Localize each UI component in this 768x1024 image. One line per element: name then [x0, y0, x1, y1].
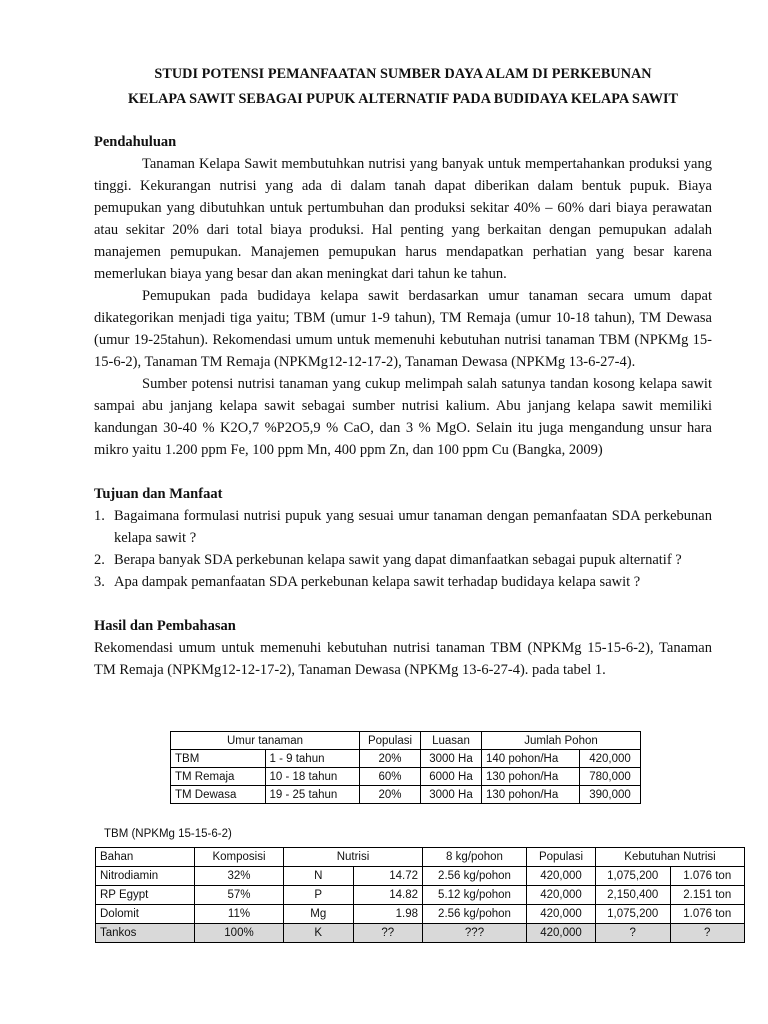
document-title	[94, 62, 712, 112]
paragraph-pendahuluan-3: Sumber potensi nutrisi tanaman yang cukup melimpah salah satunya tandan kosong kelapa sawit sampai abu janjang kelapa sawit sebagai sumber nutrisi kalium. Abu janjang kelapa sawit memiliki kandungan 30-40 % K2O,7 %P2O5,9 % CaO, dan 3 % MgO. Selain itu juga mengandung unsur hara mikro yaitu 1.200 ppm Fe, 100 ppm Mn, 400 ppm Zn, dan 100 ppm Cu (Bangka, 2009)	[94, 376, 712, 458]
table-row: TM Remaja 10 - 18 tahun 60% 6000 Ha 130 pohon/Ha 780,000	[171, 768, 641, 786]
table-row: Dolomit 11% Mg 1.98 2.56 kg/pohon 420,000 1,075,200 1.076 ton	[96, 905, 745, 924]
table-row: RP Egypt 57% P 14.82 5.12 kg/pohon 420,000 2,150,400 2.151 ton	[96, 886, 745, 905]
heading-hasil: Hasil dan Pembahasan	[94, 618, 236, 634]
table-row: TBM 1 - 9 tahun 20% 3000 Ha 140 pohon/Ha 420,000	[171, 750, 641, 768]
paragraph-pendahuluan-2: Pemupukan pada budidaya kelapa sawit berdasarkan umur tanaman secara umum dapat dikategorikan menjadi tiga yaitu; TBM (umur 1-9 tahun), TM Remaja (umur 10-18 tahun), TM Dewasa (umur 19-25tahun). Rekomendasi umum untuk memenuhi kebutuhan nutrisi tanaman TBM (NPKMg 15-15-6-2), Tanaman TM Remaja (NPKMg12-12-17-2), Tanaman Dewasa (NPKMg 13-6-27-4).	[94, 288, 712, 370]
document-page	[94, 62, 712, 681]
table-caption-tbm: TBM (NPKMg 15-15-6-2)	[104, 828, 232, 840]
table-header-row: Umur tanaman Populasi Luasan Jumlah Pohon	[171, 732, 641, 750]
section-tujuan	[94, 483, 712, 593]
table-header-row: Bahan Komposisi Nutrisi 8 kg/pohon Populasi Kebutuhan Nutrisi	[96, 848, 745, 867]
table-row: Nitrodiamin 32% N 14.72 2.56 kg/pohon 420,000 1,075,200 1.076 ton	[96, 867, 745, 886]
section-pendahuluan	[94, 131, 712, 461]
table-row: Tankos 100% K ?? ??? 420,000 ? ?	[96, 924, 745, 943]
heading-pendahuluan: Pendahuluan	[94, 134, 177, 150]
title-line-1: STUDI POTENSI PEMANFAATAN SUMBER DAYA ALAM DI PERKEBUNAN	[154, 66, 652, 82]
table-umur-tanaman	[170, 731, 641, 804]
list-item: 1. Bagaimana formulasi nutrisi pupuk yang sesuai umur tanaman dengan pemanfaatan SDA perkebunan kelapa sawit ?	[94, 508, 712, 546]
list-item: 3. Apa dampak pemanfaatan SDA perkebunan kelapa sawit terhadap budidaya kelapa sawit ?	[94, 574, 641, 590]
title-line-2: KELAPA SAWIT SEBAGAI PUPUK ALTERNATIF PADA BUDIDAYA KELAPA SAWIT	[127, 91, 679, 107]
paragraph-pendahuluan-1: Tanaman Kelapa Sawit membutuhkan nutrisi yang banyak untuk mempertahankan produksi yang tinggi. Kekurangan nutrisi yang ada di dalam tanah dapat diberikan dalam bentuk pupuk. Biaya pemupukan yang dibutuhkan untuk pertumbuhan dan produksi sekitar 40% – 60% dari biaya perawatan atau sekitar 20% dari total biaya produksi. Hal penting yang berkaitan dengan pemupukan adalah manajemen pemupukan. Manajemen pemupukan harus mendapatkan perhatian yang besar karena memerlukan biaya yang besar dan akan meningkat dari tahun ke tahun.	[94, 156, 712, 282]
table-tbm-npkmg	[95, 847, 745, 943]
paragraph-hasil-1: Rekomendasi umum untuk memenuhi kebutuhan nutrisi tanaman TBM (NPKMg 15-15-6-2), Tanaman TM Remaja (NPKMg12-12-17-2), Tanaman Dewasa (NPKMg 13-6-27-4). pada tabel 1.	[94, 640, 712, 678]
heading-tujuan: Tujuan dan Manfaat	[94, 486, 223, 502]
section-hasil	[94, 615, 712, 681]
list-item: 2. Berapa banyak SDA perkebunan kelapa sawit yang dapat dimanfaatkan sebagai pupuk alternatif ?	[94, 552, 682, 568]
table-row: TM Dewasa 19 - 25 tahun 20% 3000 Ha 130 pohon/Ha 390,000	[171, 786, 641, 804]
tujuan-list	[94, 505, 712, 593]
